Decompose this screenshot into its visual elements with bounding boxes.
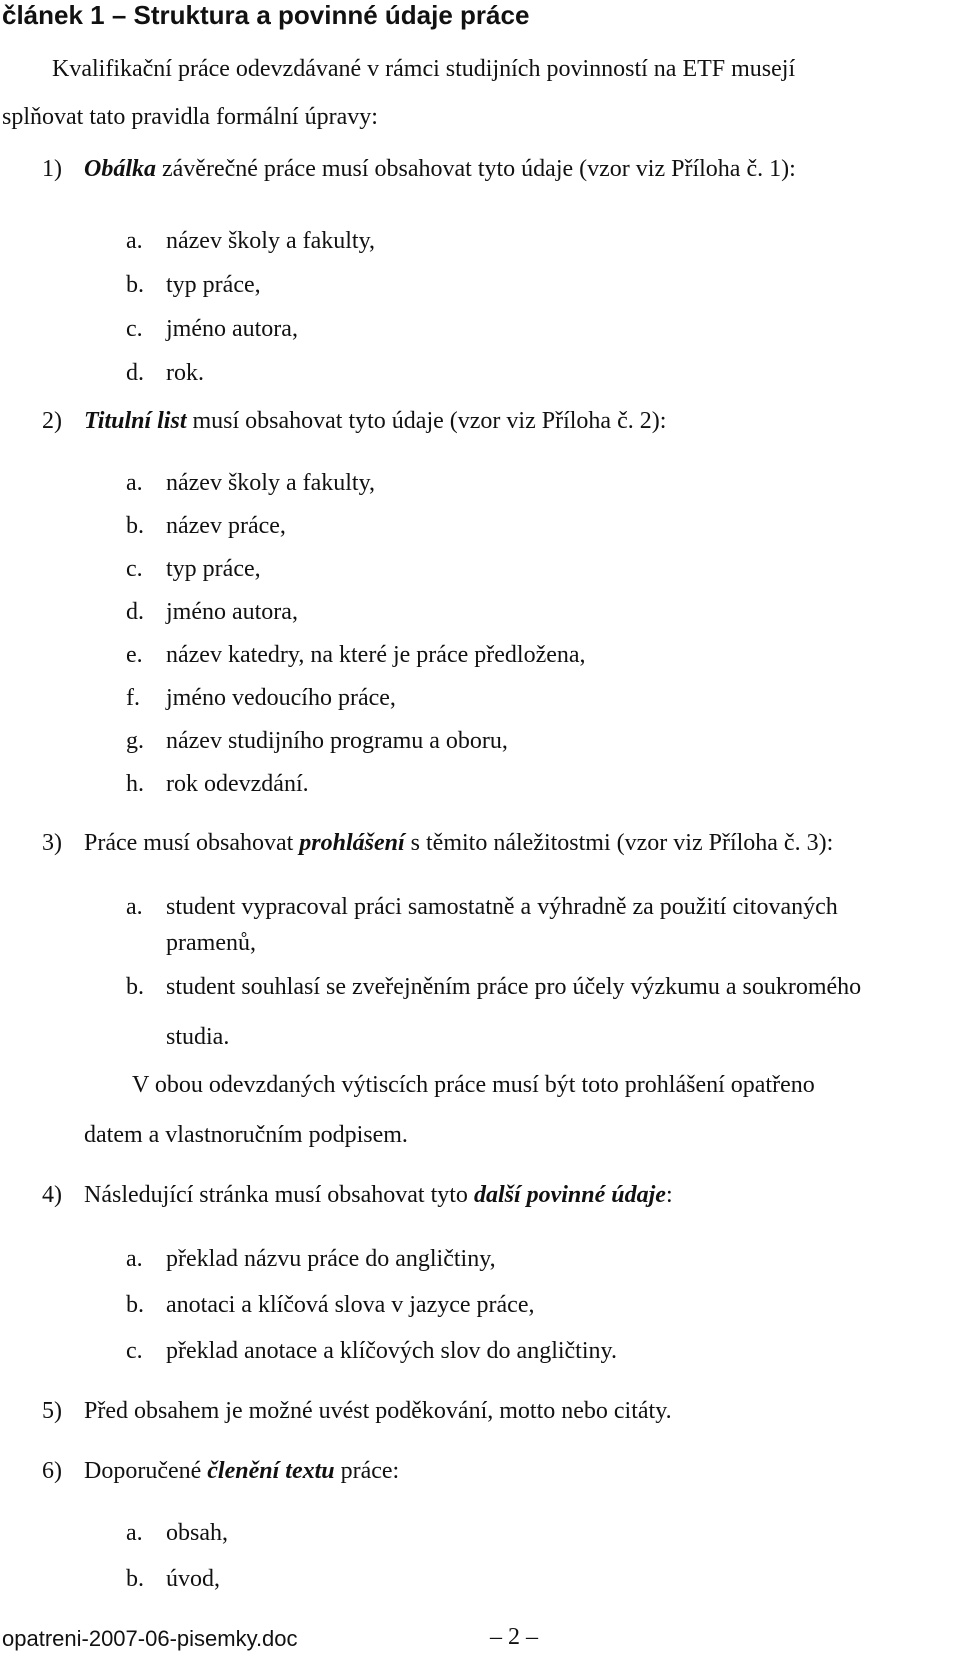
list-letter: c. bbox=[126, 1338, 143, 1364]
list-text: anotaci a klíčová slova v jazyce práce, bbox=[166, 1292, 535, 1318]
section-emphasis: Titulní list bbox=[84, 408, 187, 434]
list-letter: e. bbox=[126, 642, 143, 668]
list-letter: a. bbox=[126, 1246, 143, 1272]
section-text bbox=[84, 156, 796, 183]
list-letter: h. bbox=[126, 771, 144, 797]
list-letter: g. bbox=[126, 728, 144, 754]
list-text: název práce, bbox=[166, 513, 286, 539]
list-letter: b. bbox=[126, 513, 144, 539]
list-letter: d. bbox=[126, 360, 144, 386]
page-title: článek 1 – Struktura a povinné údaje práce bbox=[2, 0, 530, 30]
section-rest: s těmito náležitostmi (vzor viz Příloha č. 3): bbox=[404, 830, 834, 856]
list-text: překlad anotace a klíčových slov do angličtiny. bbox=[166, 1338, 617, 1364]
section-emphasis: prohlášení bbox=[299, 830, 405, 856]
section-text bbox=[84, 1182, 673, 1209]
list-letter: c. bbox=[126, 556, 143, 582]
section-rest: práce: bbox=[334, 1458, 400, 1484]
list-letter: a. bbox=[126, 1520, 143, 1546]
section-text bbox=[84, 408, 666, 435]
footer-filename: opatreni-2007-06-pisemky.doc bbox=[2, 1626, 298, 1651]
section-rest: závěrečné práce musí obsahovat tyto údaje (vzor viz Příloha č. 1): bbox=[156, 156, 796, 182]
list-text: student vypracoval práci samostatně a výhradně za použití citovaných bbox=[166, 894, 838, 920]
section-number: 3) bbox=[42, 830, 62, 856]
list-text: jméno autora, bbox=[166, 599, 298, 625]
list-text: rok. bbox=[166, 360, 204, 386]
list-text: obsah, bbox=[166, 1520, 228, 1546]
section-number: 4) bbox=[42, 1182, 62, 1208]
list-text: překlad názvu práce do angličtiny, bbox=[166, 1246, 496, 1272]
section-text bbox=[84, 830, 833, 857]
list-letter: f. bbox=[126, 685, 140, 711]
list-letter: b. bbox=[126, 1566, 144, 1592]
intro-line-1: Kvalifikační práce odevzdávané v rámci studijních povinností na ETF musejí bbox=[52, 56, 796, 82]
section-text: Před obsahem je možné uvést poděkování, motto nebo citáty. bbox=[84, 1398, 672, 1424]
list-text: studia. bbox=[166, 1024, 230, 1050]
list-text: název studijního programu a oboru, bbox=[166, 728, 508, 754]
list-text: název katedry, na které je práce předložena, bbox=[166, 642, 586, 668]
section-pre: Práce musí obsahovat bbox=[84, 830, 300, 856]
section-number: 1) bbox=[42, 156, 62, 182]
section-number: 2) bbox=[42, 408, 62, 434]
list-text: rok odevzdání. bbox=[166, 771, 309, 797]
list-letter: a. bbox=[126, 894, 143, 920]
list-text: jméno vedoucího práce, bbox=[166, 685, 396, 711]
section-rest: : bbox=[665, 1182, 673, 1208]
list-letter: a. bbox=[126, 228, 143, 254]
section-number: 6) bbox=[42, 1458, 62, 1484]
section-emphasis: Obálka bbox=[84, 156, 156, 182]
section-emphasis: členění textu bbox=[207, 1458, 335, 1484]
list-letter: a. bbox=[126, 470, 143, 496]
list-letter: c. bbox=[126, 316, 143, 342]
list-text: název školy a fakulty, bbox=[166, 470, 376, 496]
list-letter: b. bbox=[126, 272, 144, 298]
section-pre: Doporučené bbox=[84, 1458, 208, 1484]
section-number: 5) bbox=[42, 1398, 62, 1424]
section-note-line-1: V obou odevzdaných výtiscích práce musí být toto prohlášení opatřeno bbox=[132, 1072, 815, 1098]
intro-line-2: splňovat tato pravidla formální úpravy: bbox=[2, 104, 378, 130]
footer-page-number: – 2 – bbox=[490, 1624, 538, 1650]
list-letter: b. bbox=[126, 974, 144, 1000]
section-text bbox=[84, 1458, 399, 1485]
list-text: název školy a fakulty, bbox=[166, 228, 376, 254]
list-text: jméno autora, bbox=[166, 316, 298, 342]
list-text: pramenů, bbox=[166, 930, 256, 956]
list-text: typ práce, bbox=[166, 556, 261, 582]
list-text: úvod, bbox=[166, 1566, 220, 1592]
section-emphasis: další povinné údaje bbox=[473, 1182, 666, 1208]
list-letter: b. bbox=[126, 1292, 144, 1318]
section-note-line-2: datem a vlastnoručním podpisem. bbox=[84, 1122, 408, 1148]
list-text: student souhlasí se zveřejněním práce pro účely výzkumu a soukromého bbox=[166, 974, 862, 1000]
list-letter: d. bbox=[126, 599, 144, 625]
section-pre: Následující stránka musí obsahovat tyto bbox=[84, 1182, 474, 1208]
list-text: typ práce, bbox=[166, 272, 261, 298]
section-rest: musí obsahovat tyto údaje (vzor viz Příloha č. 2): bbox=[186, 408, 667, 434]
